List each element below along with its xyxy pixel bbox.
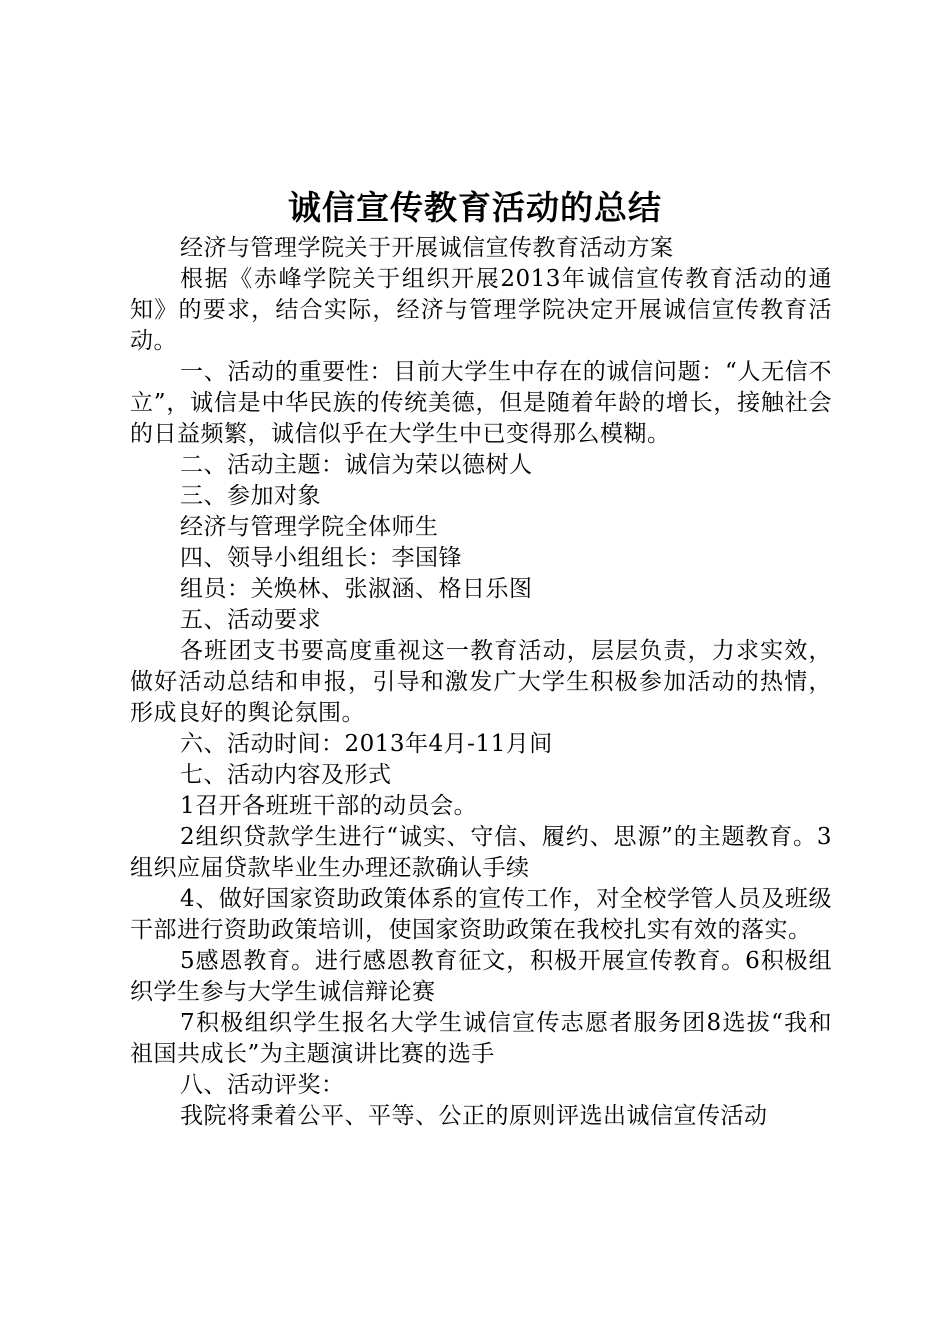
paragraph-time: 六、活动时间：2013年4月-11月间: [180, 731, 553, 757]
paragraph-item-2-3: 2组织贷款学生进行“诚实、守信、履约、思源”的主题教育。3组织应届贷款毕业生办理还款确认手续: [130, 824, 832, 881]
paragraph-awards: 我院将秉着公平、平等、公正的原则评选出诚信宣传活动: [180, 1103, 768, 1129]
paragraph-item-7-8: 7积极组织学生报名大学生诚信宣传志愿者服务团8选拔“我和祖国共成长”为主题演讲比赛的选手: [130, 1010, 832, 1067]
paragraph-importance: 一、活动的重要性：目前大学生中存在的诚信问题：“人无信不立”，诚信是中华民族的传统美德，但是随着年龄的增长，接触社会的日益频繁，诚信似乎在大学生中已变得那么模糊。: [130, 359, 832, 447]
paragraph-leader: 四、领导小组组长：李国锋: [180, 545, 462, 571]
document-body: [130, 233, 832, 1132]
paragraph-item-5-6: 5感恩教育。进行感恩教育征文，积极开展宣传教育。6积极组织学生参与大学生诚信辩论赛: [130, 948, 832, 1005]
paragraph-plan-heading: 经济与管理学院关于开展诚信宣传教育活动方案: [180, 235, 674, 261]
paragraph-theme: 二、活动主题：诚信为荣以德树人: [180, 452, 533, 478]
paragraph-awards-heading: 八、活动评奖：: [180, 1072, 345, 1098]
paragraph-item-1: 1召开各班班干部的动员会。: [180, 793, 478, 819]
paragraph-members: 组员：关焕林、张淑涵、格日乐图: [180, 576, 533, 602]
document-title: 诚信宣传教育活动的总结: [288, 188, 662, 227]
paragraph-content-heading: 七、活动内容及形式: [180, 762, 392, 788]
paragraph-intro: 根据《赤峰学院关于组织开展2013年诚信宣传教育活动的通知》的要求，结合实际，经济与管理学院决定开展诚信宣传教育活动。: [130, 266, 832, 354]
paragraph-requirements-heading: 五、活动要求: [180, 607, 321, 633]
paragraph-participants-heading: 三、参加对象: [180, 483, 321, 509]
paragraph-requirements: 各班团支书要高度重视这一教育活动，层层负责，力求实效，做好活动总结和申报，引导和激发广大学生积极参加活动的热情，形成良好的舆论氛围。: [130, 638, 832, 726]
paragraph-participants: 经济与管理学院全体师生: [180, 514, 439, 540]
paragraph-item-4: 4、做好国家资助政策体系的宣传工作，对全校学管人员及班级干部进行资助政策培训，使国家资助政策在我校扎实有效的落实。: [130, 886, 832, 943]
